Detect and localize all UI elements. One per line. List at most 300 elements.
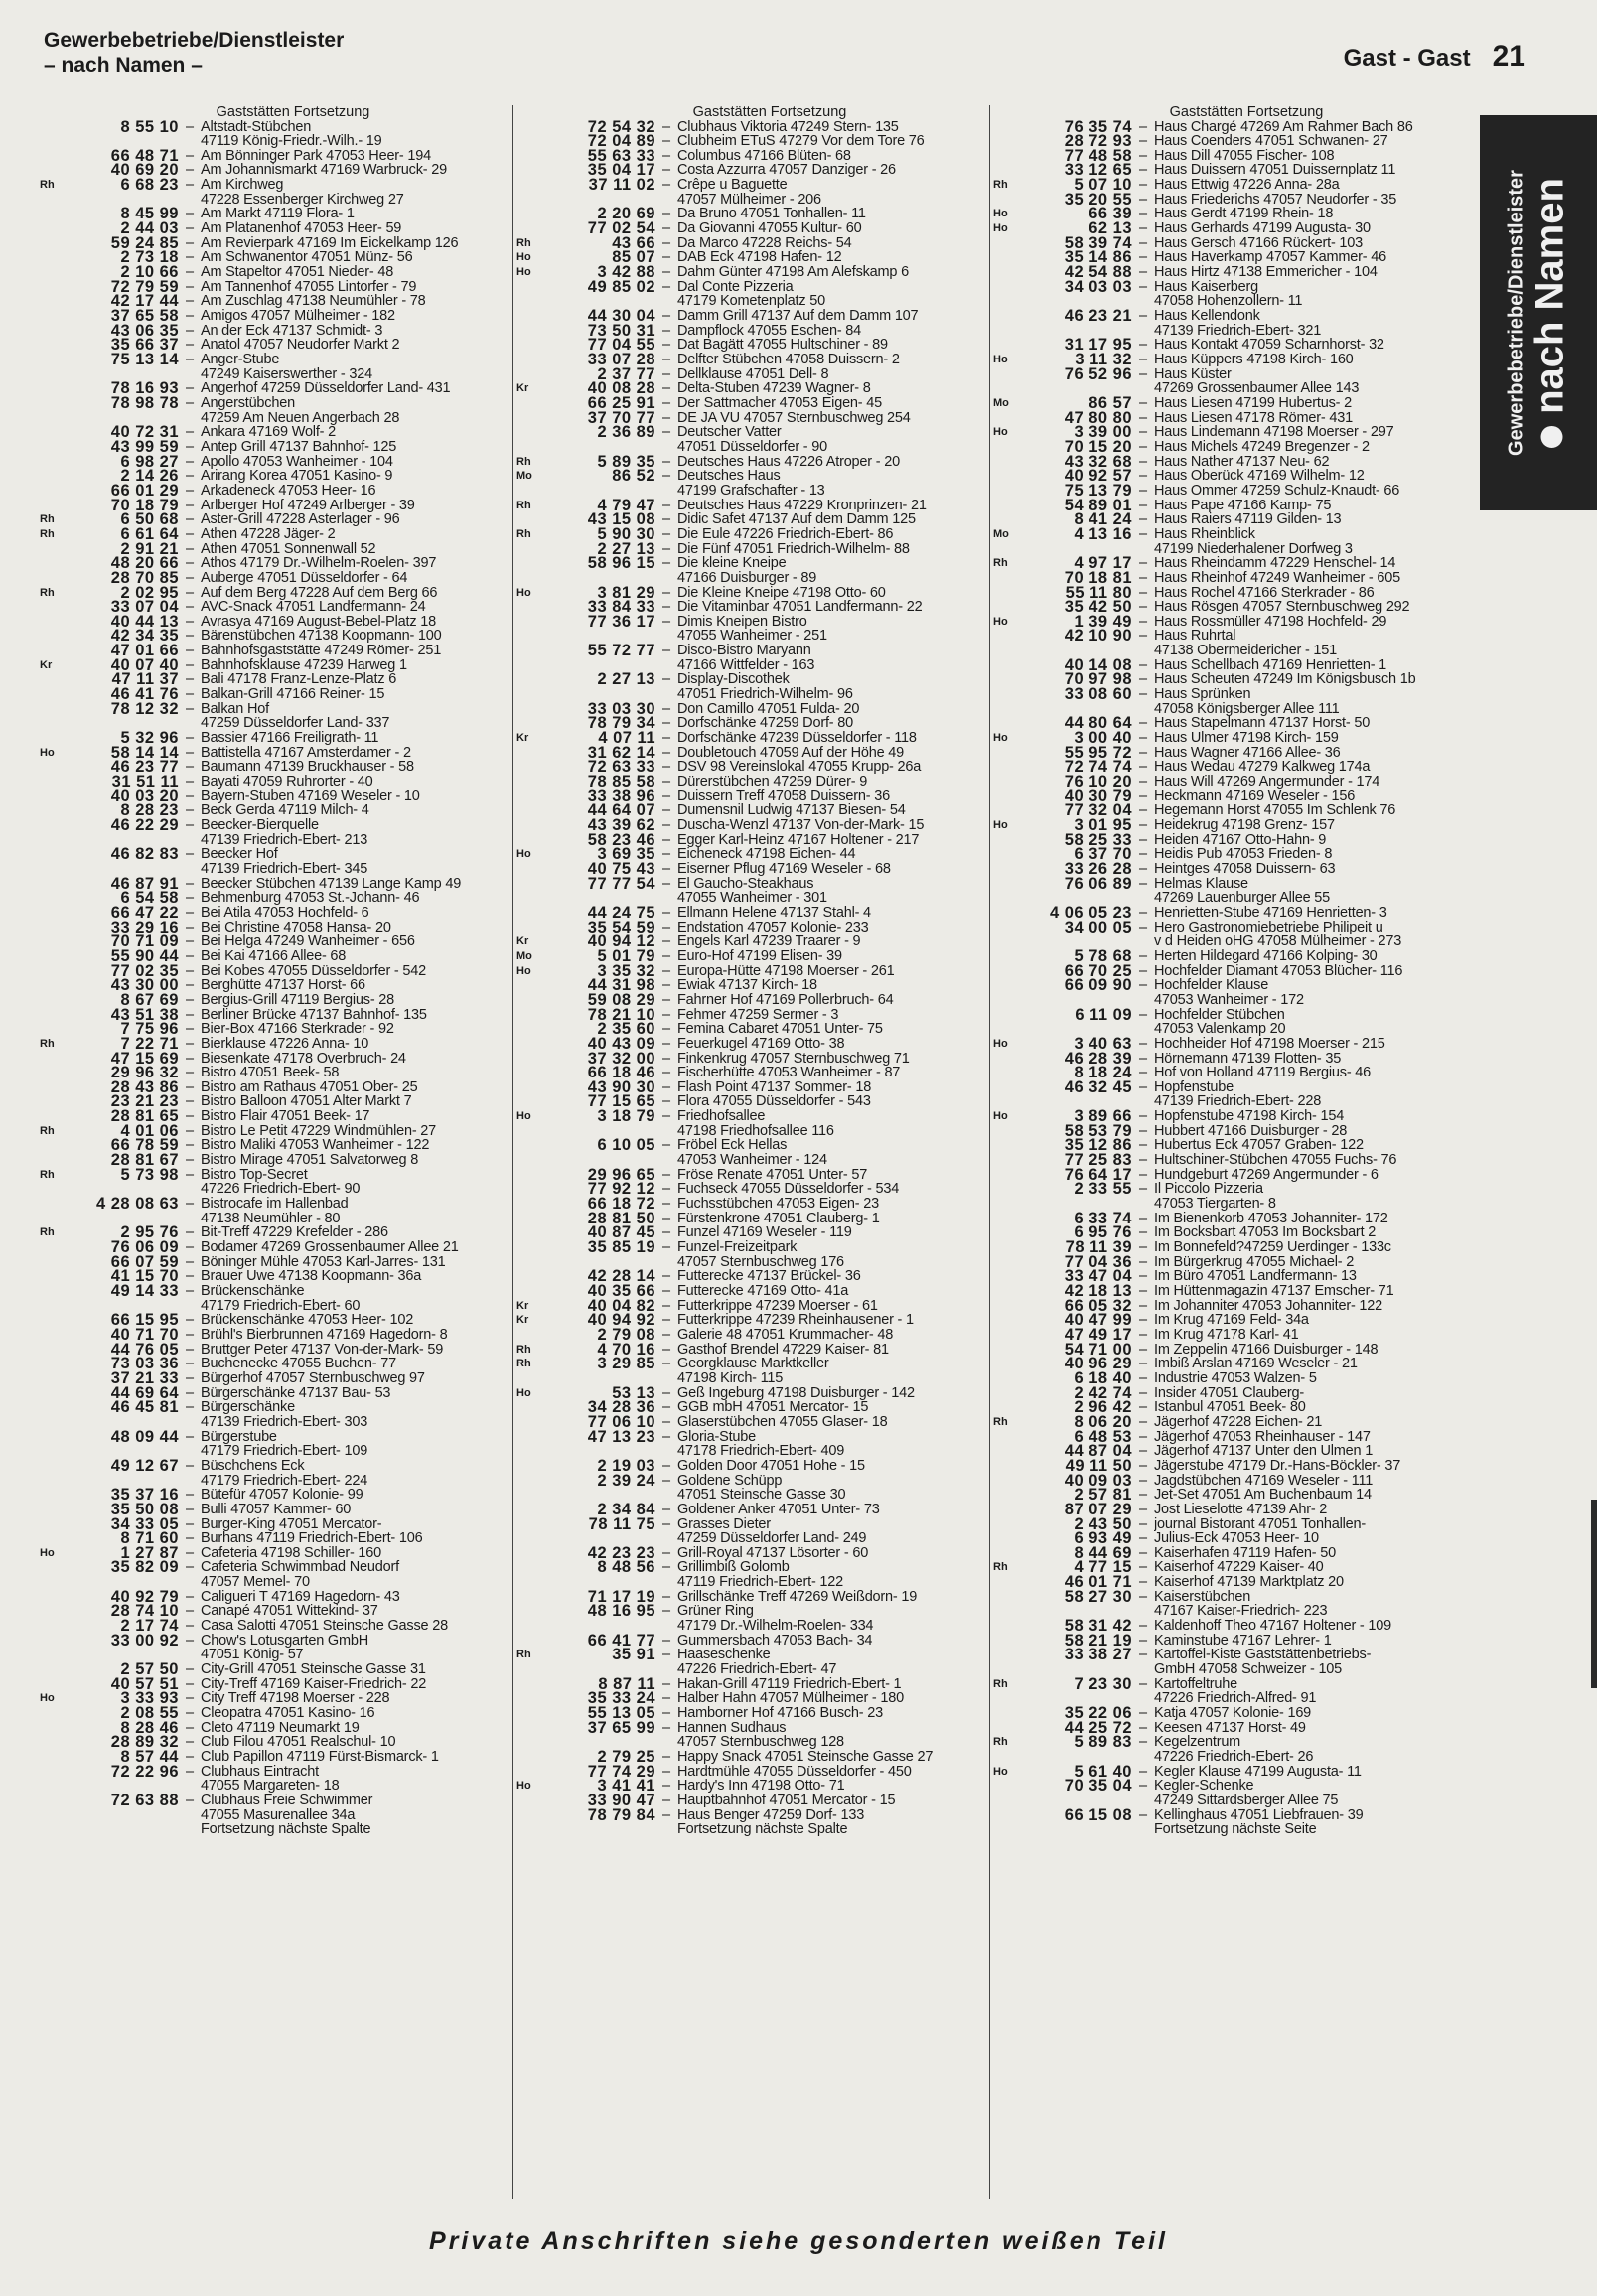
district-code: Rh: [40, 513, 55, 526]
listing-entry: [40, 1662, 507, 1677]
dash-separator: –: [661, 1719, 671, 1736]
listing-entry: [993, 1153, 1460, 1168]
phone-number: 46 82 83: [110, 845, 179, 864]
phone-number: 6 54 58: [120, 889, 179, 908]
district-code: [516, 891, 546, 906]
dash-separator: –: [661, 1778, 671, 1794]
district-code: [993, 1153, 1023, 1168]
dash-separator: –: [185, 1196, 195, 1213]
dash-separator: –: [661, 744, 671, 761]
phone-number: 2 34 84: [597, 1500, 655, 1518]
listing-entry: [993, 364, 1460, 383]
listing-entry: [40, 946, 507, 965]
dash-separator: –: [661, 1108, 671, 1125]
business-name-address: Don Camillo 47051 Fulda- 20: [677, 701, 860, 717]
business-name-address: Jägerhof 47228 Eichen- 21: [1154, 1414, 1323, 1430]
district-code: [516, 1735, 546, 1750]
listing-entry: [516, 1456, 983, 1475]
business-name-address: GmbH 47058 Schweizer - 105: [1154, 1662, 1343, 1677]
listing-entry: [993, 874, 1460, 893]
district-code: [993, 672, 1023, 687]
dash-separator: –: [661, 1078, 671, 1095]
phone-number: 2 57 81: [1074, 1486, 1132, 1505]
listing-entry: [40, 1066, 507, 1080]
listing-continuation: [516, 440, 983, 455]
business-name-address: Euro-Hof 47199 Elisen- 39: [677, 948, 842, 964]
listing-entry: [40, 481, 507, 500]
business-name-address: Bei Kai 47166 Allee- 68: [201, 948, 347, 964]
business-name-address: v d Heiden oHG 47058 Mülheimer - 273: [1154, 934, 1402, 949]
district-code: [993, 193, 1023, 208]
dash-separator: –: [661, 365, 671, 382]
business-name-address: Kegler Klause 47199 Augusta- 11: [1154, 1764, 1362, 1780]
dash-separator: [655, 1735, 677, 1750]
district-code: [516, 1052, 546, 1067]
listing-entry: [516, 1296, 983, 1315]
phone-number: 43 06 35: [110, 321, 179, 340]
dash-separator: –: [1138, 613, 1148, 630]
district-code: [516, 1634, 546, 1649]
district-code: [516, 353, 546, 367]
business-name-address: Die kleine Kneipe: [677, 556, 787, 571]
district-code: [993, 1269, 1023, 1284]
dash-separator: –: [661, 860, 671, 877]
listing-entry: [993, 481, 1460, 500]
listing-entry: [40, 496, 507, 514]
listing-continuation: [993, 1094, 1460, 1109]
listing-entry: [40, 221, 507, 236]
business-name-address: Fischerhütte 47053 Wanheimer - 87: [677, 1066, 901, 1080]
business-name-address: 47139 Friedrich-Ebert- 228: [1154, 1094, 1322, 1110]
dash-separator: –: [185, 1705, 195, 1722]
phone-number: 1 39 49: [1074, 612, 1132, 631]
district-code: [40, 250, 70, 265]
listing-entry: [993, 469, 1460, 484]
dash-separator: –: [185, 1166, 195, 1183]
phone-number: 2 43 50: [1074, 1514, 1132, 1533]
phone-number: 35 85 19: [587, 1238, 655, 1257]
dash-separator: –: [1138, 1574, 1148, 1591]
district-code: [993, 1066, 1023, 1080]
listing-continuation: [993, 934, 1460, 949]
phone-number: 35 82 09: [110, 1558, 179, 1577]
district-code: [993, 309, 1023, 324]
district-code: [516, 542, 546, 557]
listing-entry: [40, 1325, 507, 1344]
business-name-address: Flora 47055 Düsseldorfer - 543: [677, 1094, 871, 1110]
business-name-address: Helmas Klause: [1154, 876, 1248, 892]
district-code: [993, 921, 1023, 935]
listing-entry: [40, 612, 507, 631]
phone-number: 5 89 35: [597, 452, 655, 471]
dash-separator: –: [661, 394, 671, 411]
business-name-address: Gasthof Brendel 47229 Kaiser- 81: [677, 1342, 889, 1358]
phone-number: 6 33 74: [1074, 1209, 1132, 1227]
business-name-address: Bei Christine 47058 Hansa- 20: [201, 920, 391, 935]
phone-number: 58 21 19: [1064, 1631, 1132, 1650]
phone-number: 76 64 17: [1064, 1165, 1132, 1184]
business-name-address: Hero Gastronomiebetriebe Philipeit u: [1154, 920, 1383, 935]
listing-entry: [40, 381, 507, 396]
phone-number: 58 53 79: [1064, 1121, 1132, 1140]
district-code: [993, 1531, 1023, 1546]
listing-continuation: [40, 1779, 507, 1794]
dash-separator: –: [1138, 1065, 1148, 1081]
district-code: [40, 833, 70, 848]
dash-separator: –: [661, 1544, 671, 1561]
listing-entry: [993, 803, 1460, 818]
phone-number: 43 51 38: [110, 1005, 179, 1024]
phone-number: 4 97 17: [1074, 554, 1132, 573]
business-name-address: City-Grill 47051 Steinsche Gasse 31: [201, 1662, 426, 1677]
phone-number: 3 40 63: [1074, 1034, 1132, 1053]
dash-separator: –: [185, 890, 195, 907]
phone-number: 87 07 29: [1064, 1500, 1132, 1518]
district-code: Ho: [516, 964, 531, 977]
listing-continuation: [40, 411, 507, 426]
phone-number: 42 17 44: [110, 292, 179, 311]
phone-number: 34 00 05: [1064, 918, 1132, 936]
business-name-address: Im Krug 47178 Karl- 41: [1154, 1327, 1299, 1343]
listing-entry: [40, 393, 507, 412]
business-name-address: Baumann 47139 Bruckhauser - 58: [201, 760, 414, 776]
business-name-address: Am Schwanentor 47051 Münz- 56: [201, 250, 413, 266]
district-code: [993, 1517, 1023, 1532]
dash-separator: [1132, 1822, 1154, 1837]
district-code: [516, 1765, 546, 1780]
phone-number: 66 41 77: [587, 1631, 655, 1650]
district-code: [993, 949, 1023, 964]
business-name-address: 47198 Friedhofsallee 116: [677, 1123, 834, 1139]
listing-entry: [516, 830, 983, 849]
business-name-address: 47139 Friedrich-Ebert- 213: [201, 832, 368, 848]
phone-number: 55 90 44: [110, 946, 179, 965]
phone-number: 29 96 32: [110, 1064, 179, 1082]
dash-separator: –: [185, 933, 195, 950]
district-code: Rh: [516, 236, 531, 249]
listing-entry: [993, 1225, 1460, 1240]
district-code: [40, 324, 70, 339]
listing-entry: [40, 1674, 507, 1693]
dash-separator: –: [1138, 1326, 1148, 1343]
business-name-address: Da Giovanni 47055 Kultur- 60: [677, 221, 862, 236]
dash-separator: –: [185, 1457, 195, 1474]
phone-number: 40 43 09: [587, 1034, 655, 1053]
dash-separator: –: [185, 584, 195, 601]
dash-separator: [179, 1299, 201, 1314]
business-name-address: Eiserner Pflug 47169 Weseler - 68: [677, 861, 891, 877]
section-thumb-tab[interactable]: [1480, 115, 1597, 510]
district-code: [516, 687, 546, 702]
business-name-address: Geß Ingeburg 47198 Duisburger - 142: [677, 1385, 915, 1401]
district-code: Kr: [40, 658, 53, 671]
district-code: [40, 1415, 70, 1430]
business-name-address: 47226 Friedrich-Ebert- 26: [1154, 1750, 1314, 1765]
phone-number: 42 10 90: [1064, 627, 1132, 646]
dash-separator: [655, 1822, 677, 1837]
district-code: [516, 280, 546, 295]
business-name-address: Clubhaus Freie Schwimmer: [201, 1793, 373, 1808]
dash-separator: [655, 440, 677, 455]
dash-separator: –: [1138, 744, 1148, 761]
business-name-address: Halber Hahn 47057 Mülheimer - 180: [677, 1691, 904, 1707]
listing-entry: [516, 1543, 983, 1562]
listing-entry: [993, 1631, 1460, 1650]
dash-separator: –: [1138, 1253, 1148, 1270]
district-code: [40, 760, 70, 775]
district-code: [40, 1008, 70, 1023]
phone-number: 66 07 59: [110, 1252, 179, 1271]
phone-number: 5 90 30: [597, 524, 655, 543]
listing-continuation: [993, 1822, 1460, 1837]
phone-number: 3 69 35: [597, 845, 655, 864]
dash-separator: [655, 571, 677, 586]
dash-separator: –: [185, 308, 195, 325]
business-name-address: Bassier 47166 Freiligrath- 11: [201, 731, 379, 746]
listing-entry: [40, 818, 507, 833]
dash-separator: [179, 367, 201, 382]
district-code: [40, 1677, 70, 1692]
listing-entry: [993, 1543, 1460, 1562]
district-code: [40, 1094, 70, 1109]
phone-number: 66 47 22: [110, 903, 179, 922]
listing-entry: [40, 1383, 507, 1402]
phone-number: 43 66: [612, 233, 655, 252]
listing-entry: [993, 1325, 1460, 1344]
dash-separator: –: [1138, 1181, 1148, 1198]
district-code: [516, 1037, 546, 1052]
phone-number: 76 06 09: [110, 1238, 179, 1257]
listing-entry: [516, 1604, 983, 1619]
dash-separator: –: [1138, 759, 1148, 776]
listing-entry: [993, 393, 1460, 412]
listing-entry: [993, 903, 1460, 922]
business-name-address: Fahrner Hof 47169 Pollerbruch- 64: [677, 992, 894, 1008]
business-name-address: Columbus 47166 Blüten- 68: [677, 148, 851, 164]
business-name-address: Hubertus Eck 47057 Graben- 122: [1154, 1138, 1364, 1154]
district-code: [40, 1400, 70, 1415]
business-name-address: Grasses Dieter: [677, 1516, 771, 1532]
dash-separator: –: [185, 380, 195, 397]
listing-entry: [40, 1531, 507, 1546]
dash-separator: [1132, 1794, 1154, 1808]
business-name-address: El Gaucho-Steakhaus: [677, 876, 814, 892]
listing-entry: [993, 583, 1460, 602]
district-code: [40, 265, 70, 280]
phone-number: 28 81 67: [110, 1151, 179, 1170]
district-code: Mo: [993, 396, 1009, 409]
business-name-address: 47139 Friedrich-Ebert- 321: [1154, 323, 1322, 339]
dash-separator: –: [185, 656, 195, 673]
listing-entry: [40, 1153, 507, 1168]
district-code: [993, 163, 1023, 178]
business-name-address: Bistro Le Petit 47229 Windmühlen- 27: [201, 1123, 437, 1139]
dash-separator: –: [1138, 206, 1148, 222]
business-name-address: Deutscher Vatter: [677, 425, 782, 440]
dash-separator: –: [185, 162, 195, 179]
district-code: [40, 1634, 70, 1649]
district-code: [993, 499, 1023, 513]
business-name-address: 47057 Memel- 70: [201, 1575, 310, 1590]
district-code: [40, 1343, 70, 1358]
district-code: [40, 193, 70, 208]
listing-entry: [993, 1560, 1460, 1575]
dash-separator: –: [661, 817, 671, 833]
listing-entry: [40, 1313, 507, 1328]
dash-separator: –: [1138, 482, 1148, 499]
dash-separator: –: [661, 1166, 671, 1183]
listing-continuation: [40, 1474, 507, 1489]
dash-separator: –: [185, 438, 195, 455]
business-name-address: Anger-Stube: [201, 353, 280, 367]
district-code: [993, 891, 1023, 906]
district-code: [993, 847, 1023, 862]
phone-number: 40 92 79: [110, 1587, 179, 1606]
dash-separator: –: [661, 947, 671, 964]
dash-separator: –: [1138, 962, 1148, 979]
dash-separator: –: [661, 337, 671, 354]
phone-number: 76 06 89: [1064, 874, 1132, 893]
dash-separator: –: [661, 875, 671, 892]
page-number: 21: [1492, 40, 1525, 72]
listing-entry: [516, 961, 983, 980]
district-code: [40, 367, 70, 382]
business-name-address: 47138 Obermeidericher - 151: [1154, 644, 1338, 658]
district-code: [993, 1328, 1023, 1343]
phone-number: 28 89 32: [110, 1733, 179, 1752]
dash-separator: –: [185, 1108, 195, 1125]
dash-separator: [1132, 324, 1154, 339]
dash-separator: –: [1138, 715, 1148, 732]
dash-separator: –: [661, 1050, 671, 1067]
dash-separator: –: [185, 962, 195, 979]
listing-entry: [516, 1357, 983, 1371]
listing-entry: [516, 803, 983, 818]
business-name-address: Bärenstübchen 47138 Koopmann- 100: [201, 629, 442, 645]
dash-separator: [179, 411, 201, 426]
listing-entry: [516, 1500, 983, 1518]
dash-separator: –: [1138, 1734, 1148, 1751]
dash-separator: –: [185, 118, 195, 135]
listing-entry: [993, 1575, 1460, 1590]
dash-separator: –: [661, 774, 671, 790]
phone-number: 40 47 99: [1064, 1311, 1132, 1330]
district-code: [516, 396, 546, 411]
listing-entry: [516, 1427, 983, 1446]
district-code: [993, 571, 1023, 586]
listing-continuation: [993, 1662, 1460, 1677]
dash-separator: –: [185, 264, 195, 281]
listing-entry: [40, 1049, 507, 1068]
phone-number: 43 99 59: [110, 437, 179, 456]
phone-number: 2 73 18: [120, 248, 179, 267]
listing-entry: [993, 1400, 1460, 1415]
dash-separator: [179, 134, 201, 149]
business-name-address: Duissern Treff 47058 Duissern- 36: [677, 789, 890, 804]
listing-entry: [516, 847, 983, 862]
phone-number: 58 31 42: [1064, 1617, 1132, 1636]
business-name-address: Friedhofsallee: [677, 1109, 766, 1124]
business-name-address: Galerie 48 47051 Krummacher- 48: [677, 1327, 894, 1343]
listing-continuation: [516, 629, 983, 644]
listing-entry: [40, 990, 507, 1009]
dash-separator: –: [661, 540, 671, 557]
dash-separator: –: [1138, 1268, 1148, 1285]
phone-number: 4 79 47: [597, 496, 655, 514]
dash-separator: –: [1138, 525, 1148, 542]
listing-entry: [40, 978, 507, 993]
phone-number: 40 71 70: [110, 1325, 179, 1344]
dash-separator: –: [661, 352, 671, 367]
business-name-address: Hegemann Horst 47055 Im Schlenk 76: [1154, 803, 1396, 818]
phone-number: [1023, 1822, 1132, 1837]
dash-separator: –: [1138, 1341, 1148, 1358]
district-code: Rh: [516, 1343, 531, 1356]
district-code: [40, 1474, 70, 1489]
dash-separator: –: [185, 1618, 195, 1635]
listing-entry: [40, 1138, 507, 1153]
listing-continuation: [993, 324, 1460, 339]
phone-number: 4 07 11: [598, 729, 655, 748]
phone-number: 48 16 95: [587, 1602, 655, 1621]
dash-separator: –: [1138, 1006, 1148, 1023]
district-code: Ho: [516, 848, 531, 861]
district-code: [993, 658, 1023, 673]
dash-separator: –: [185, 1544, 195, 1561]
listing-entry: [516, 600, 983, 615]
district-code: [516, 338, 546, 353]
listing-entry: [993, 1762, 1460, 1781]
business-name-address: Büschchens Eck: [201, 1458, 305, 1474]
business-name-address: 47166 Wittfelder - 163: [677, 657, 815, 673]
dash-separator: –: [1138, 337, 1148, 354]
district-code: [516, 1662, 546, 1677]
listing-entry: [40, 539, 507, 558]
listing-entry: [516, 934, 983, 949]
district-code: [516, 1560, 546, 1575]
district-code: Rh: [40, 1168, 55, 1181]
business-name-address: DSV 98 Vereinslokal 47055 Krupp- 26a: [677, 760, 922, 776]
listing-entry: [40, 699, 507, 718]
dash-separator: –: [185, 1763, 195, 1780]
business-name-address: Haaseschenke: [677, 1648, 771, 1663]
business-name-address: Bistro Balloon 47051 Alter Markt 7: [201, 1094, 412, 1110]
district-code: [516, 1240, 546, 1255]
business-name-address: Grillschänke Treff 47269 Weißdorn- 19: [677, 1589, 918, 1605]
business-name-address: Cafeteria 47198 Schiller- 160: [201, 1545, 382, 1561]
dash-separator: –: [661, 424, 671, 441]
dash-separator: –: [1138, 118, 1148, 135]
business-name-address: 47269 Grossenbaumer Allee 143: [1154, 381, 1360, 396]
district-code: [993, 1750, 1023, 1765]
dash-separator: –: [661, 380, 671, 397]
dash-separator: –: [1138, 1356, 1148, 1372]
listing-entry: [993, 743, 1460, 762]
listing-continuation: [40, 1648, 507, 1662]
district-code: [516, 1750, 546, 1765]
edge-marker: [1591, 1500, 1597, 1688]
dash-separator: –: [1138, 555, 1148, 572]
dash-separator: –: [1138, 1108, 1148, 1125]
business-name-address: Jagdstübchen 47169 Weseler - 111: [1154, 1473, 1374, 1489]
listing-entry: [993, 1500, 1460, 1518]
dash-separator: –: [185, 1065, 195, 1081]
listing-continuation: [516, 571, 983, 586]
business-name-address: Im Bienenkorb 47053 Johanniter- 172: [1154, 1211, 1388, 1226]
listing-entry: [40, 1791, 507, 1809]
business-name-address: Futterecke 47169 Otto- 41a: [677, 1284, 849, 1299]
business-name-address: 47053 Tiergarten- 8: [1154, 1197, 1276, 1212]
